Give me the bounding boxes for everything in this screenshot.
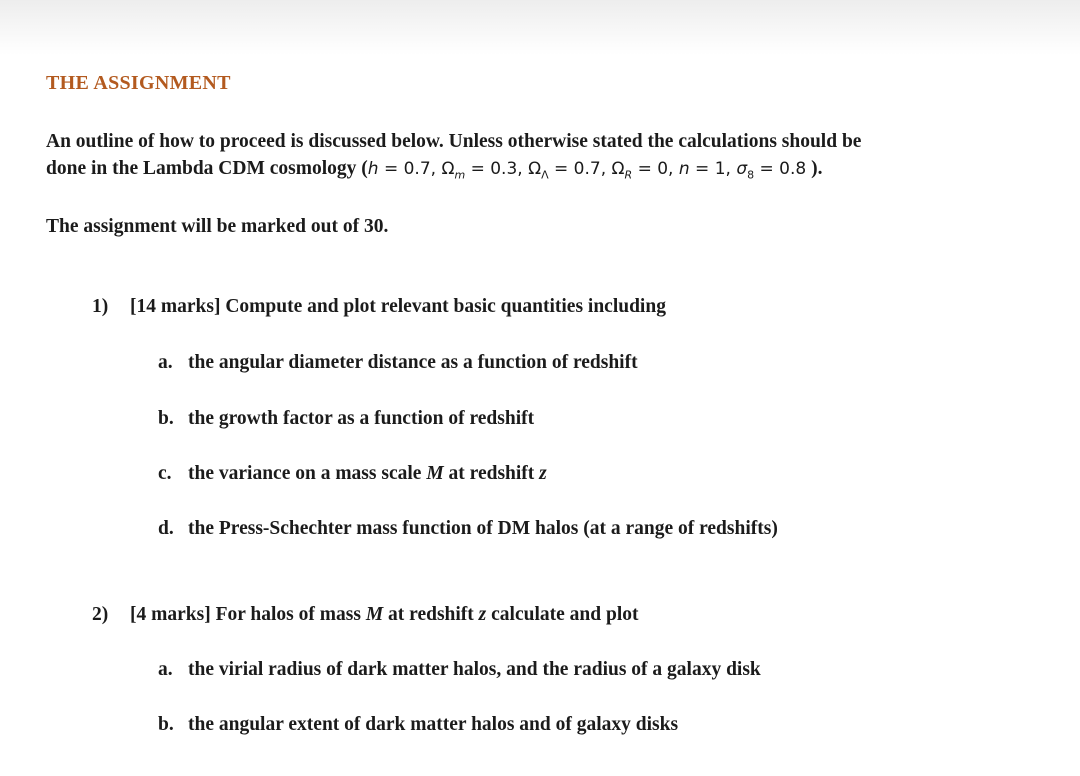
param-h-value: = 0.7,: [378, 159, 442, 179]
item-letter: a.: [158, 352, 173, 373]
item-text-mid: at redshift: [443, 463, 540, 484]
question-text-after: calculate and plot: [486, 604, 639, 625]
intro-line-2-suffix: ).: [806, 158, 823, 179]
question-text-mid: at redshift: [383, 604, 479, 625]
list-item: [158, 408, 534, 430]
question-number: 2): [92, 604, 109, 625]
item-letter: b.: [158, 714, 174, 735]
intro-paragraph: [46, 128, 861, 188]
question-text: [14 marks] Compute and plot relevant basic quantities including: [130, 296, 666, 317]
param-omega-m-symbol: Ω: [441, 159, 455, 179]
mass-variable: M: [365, 604, 384, 625]
param-n-value: = 1,: [689, 159, 737, 179]
param-n-symbol: n: [678, 159, 690, 179]
question-2: [92, 604, 638, 626]
redshift-variable: z: [478, 604, 487, 625]
list-item: [158, 352, 638, 374]
question-text: [4 marks] For halos of mass: [130, 604, 366, 625]
list-item: [158, 714, 678, 736]
item-text: the variance on a mass scale: [188, 463, 427, 484]
param-omega-m-sub: m: [454, 168, 466, 182]
param-omega-lambda-symbol: Ω: [528, 159, 542, 179]
item-letter: c.: [158, 463, 172, 484]
redshift-variable: z: [539, 463, 547, 484]
param-omega-lambda-sub: Λ: [541, 168, 549, 182]
question-number: 1): [92, 296, 109, 317]
intro-line-2: [46, 155, 861, 188]
question-1: [92, 296, 666, 318]
item-letter: d.: [158, 518, 174, 539]
list-item: [158, 463, 547, 485]
param-h-symbol: h: [367, 159, 379, 179]
param-sigma8-value: = 0.8: [754, 159, 807, 179]
marks-statement: The assignment will be marked out of 30.: [46, 216, 389, 237]
item-text: the angular extent of dark matter halos and of galaxy disks: [188, 714, 679, 735]
intro-line-2-prefix: done in the Lambda CDM cosmology (: [46, 158, 368, 179]
param-omega-lambda-value: = 0.7,: [548, 159, 612, 179]
item-text: the growth factor as a function of redshift: [188, 408, 535, 429]
param-omega-r-symbol: Ω: [611, 159, 625, 179]
item-text: the virial radius of dark matter halos, and the radius of a galaxy disk: [188, 659, 761, 680]
section-heading: THE ASSIGNMENT: [46, 72, 231, 94]
param-omega-m-value: = 0.3,: [465, 159, 529, 179]
mass-variable: M: [426, 463, 444, 484]
cosmology-parameters: [367, 159, 807, 182]
item-text: the Press-Schechter mass function of DM halos (at a range of redshifts): [188, 518, 778, 539]
list-item: [158, 659, 761, 681]
param-sigma8-symbol: σ: [736, 159, 748, 179]
param-omega-r-sub: R: [624, 168, 633, 182]
item-letter: b.: [158, 408, 174, 429]
item-text: the angular diameter distance as a function of redshift: [188, 352, 638, 373]
list-item: [158, 518, 778, 540]
item-letter: a.: [158, 659, 173, 680]
intro-line-1: An outline of how to proceed is discussed below. Unless otherwise stated the calculations should be: [46, 131, 862, 152]
param-omega-r-value: = 0,: [632, 159, 679, 179]
param-sigma8-sub: 8: [747, 168, 755, 182]
